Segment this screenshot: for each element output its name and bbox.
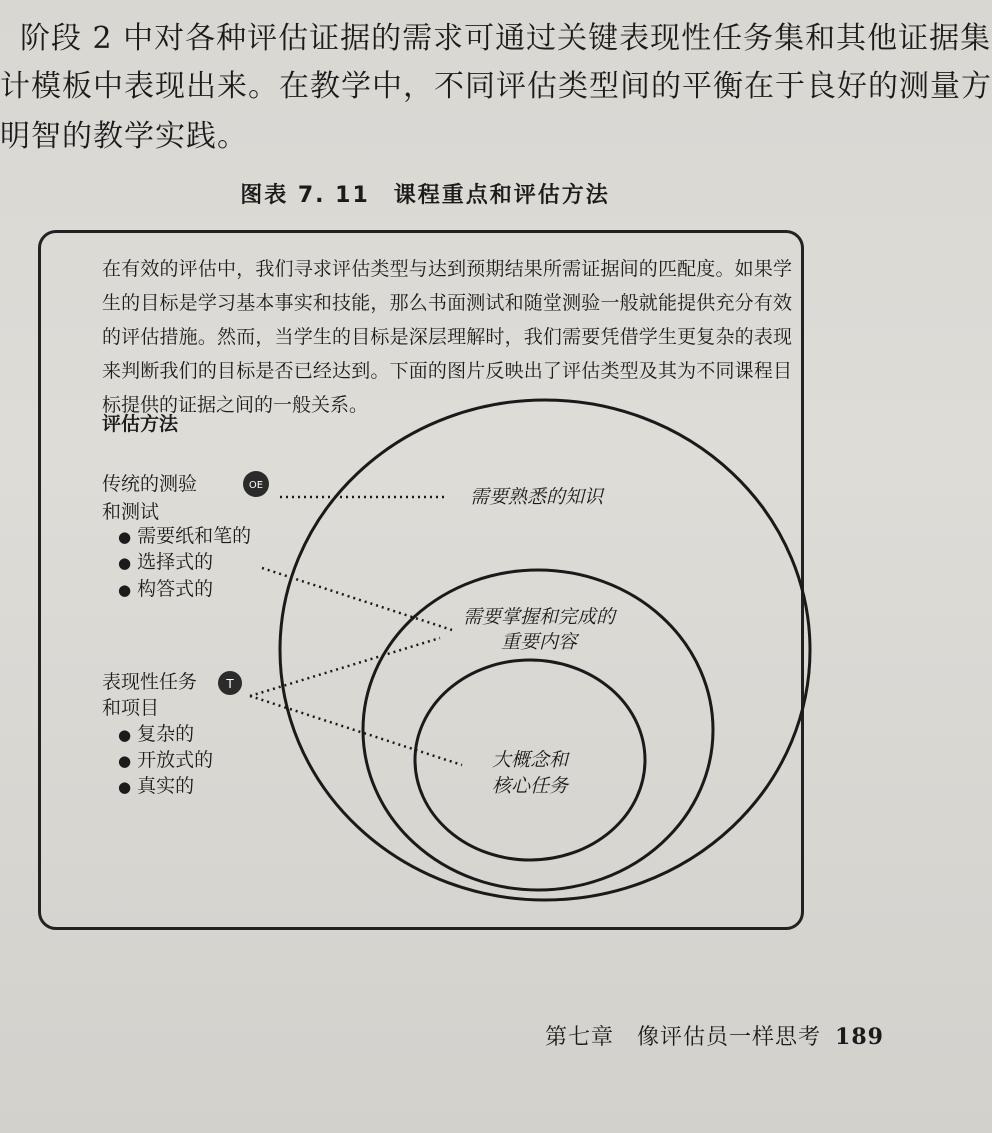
performance-item: ● 复杂的 <box>118 720 194 749</box>
body-text-line-2: 计模板中表现出来。在教学中，不同评估类型间的平衡在于良好的测量方 <box>0 69 992 104</box>
methods-heading: 评估方法 <box>102 413 179 435</box>
oe-badge-label: OE <box>248 480 264 491</box>
middle-circle-label-1: 需要掌握和完成的 <box>462 606 615 628</box>
traditional-title-2: 和测试 <box>102 501 160 523</box>
traditional-item: ● 选择式的 <box>118 548 213 577</box>
traditional-title-1: 传统的测验 <box>102 473 198 495</box>
figure-title: 图表 7. 11 课程重点和评估方法 <box>240 183 610 208</box>
dotted-connector-t-inner <box>250 696 462 765</box>
performance-item: ● 开放式的 <box>118 746 213 775</box>
traditional-item: ● 构答式的 <box>118 575 213 604</box>
page-footer <box>545 1020 884 1051</box>
figure-intro: 在有效的评估中，我们寻求评估类型与达到预期结果所需证据间的匹配度。如果学生的目标是学习基本事实和技能，那么书面测试和随堂测验一般就能提供充分有效的评估措施。然而，当学生的目标是深层理解时，我们需要凭借学生更复杂的表现来判断我们的目标是否已经达到。下面的图片反映出了评估类型及其为不同课程目标提供的证据之间的一般关系。 <box>102 258 792 416</box>
outer-circle-label: 需要熟悉的知识 <box>470 486 604 508</box>
performance-title-1: 表现性任务 <box>102 671 198 693</box>
dotted-connector-t-middle <box>250 638 440 696</box>
body-text-line-1: 阶段 2 中对各种评估证据的需求可通过关键表现性任务集和其他证据集 <box>20 21 992 56</box>
performance-item: ● 真实的 <box>118 772 194 801</box>
t-badge-label: T <box>226 677 234 691</box>
inner-circle-label-2: 核心任务 <box>491 775 568 797</box>
page-number: 189 <box>835 1024 884 1050</box>
middle-circle-label-2: 重要内容 <box>500 631 577 653</box>
performance-title-2: 和项目 <box>102 697 160 719</box>
body-text-line-3: 明智的教学实践。 <box>0 119 248 154</box>
inner-circle-label-1: 大概念和 <box>491 749 568 771</box>
chapter-title: 第七章 像评估员一样思考 <box>545 1025 822 1050</box>
traditional-item: ● 需要纸和笔的 <box>118 522 251 551</box>
